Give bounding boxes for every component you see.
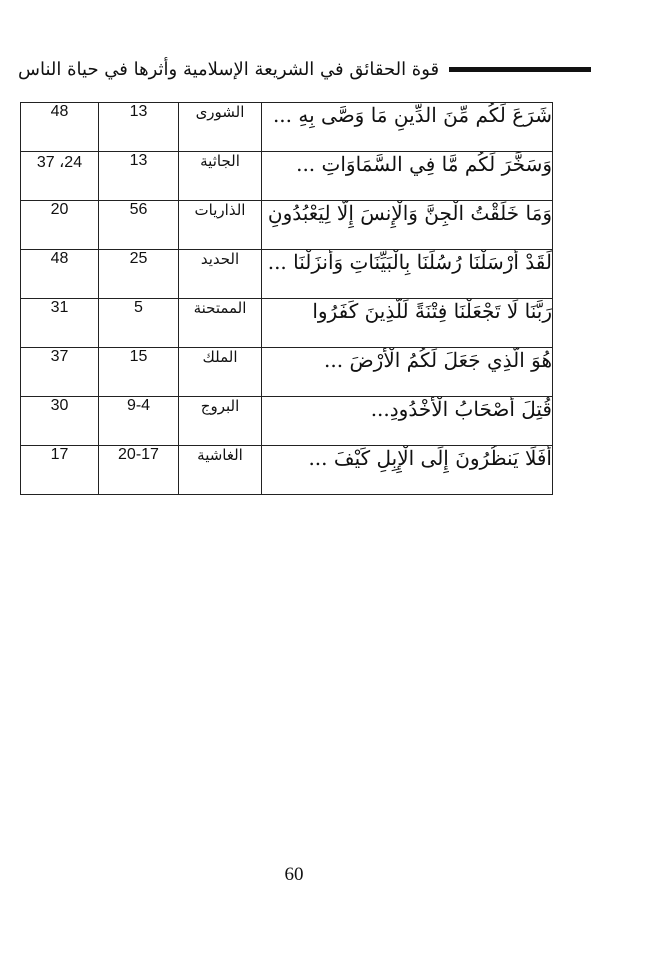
surah-name-cell: الحديد: [179, 250, 262, 299]
page-ref-cell: 20: [21, 201, 99, 250]
surah-name-cell: الشورى: [179, 103, 262, 152]
surah-name-cell: الملك: [179, 348, 262, 397]
page-ref-cell: 48: [21, 103, 99, 152]
verse-number-cell: 20-17: [99, 446, 179, 495]
table-row: [21, 299, 553, 348]
table-row: [21, 152, 553, 201]
page-ref-cell: 17: [21, 446, 99, 495]
page-ref-cell: 37 ،24: [21, 152, 99, 201]
surah-name-cell: الغاشية: [179, 446, 262, 495]
page-number: 60: [284, 864, 304, 885]
verse-number-cell: 15: [99, 348, 179, 397]
verse-text-cell: لَقَدْ أَرْسَلْنَا رُسُلَنَا بِالْبَيِّنَاتِ وَأَنزَلْنَا ...: [262, 250, 553, 299]
surah-name-cell: الذاريات: [179, 201, 262, 250]
page-ref-cell: 31: [21, 299, 99, 348]
header-rule: [449, 67, 591, 72]
page-header: [18, 52, 538, 86]
table-row: [21, 201, 553, 250]
verse-number-cell: 5: [99, 299, 179, 348]
page-ref-cell: 37: [21, 348, 99, 397]
verse-number-cell: 9-4: [99, 397, 179, 446]
surah-name-cell: الممتحنة: [179, 299, 262, 348]
table-row: [21, 397, 553, 446]
table-row: [21, 446, 553, 495]
verse-text-cell: أَفَلَا يَنظُرُونَ إِلَى الْإِبِلِ كَيْفَ ...: [262, 446, 553, 495]
page-ref-cell: 30: [21, 397, 99, 446]
verse-text-cell: شَرَعَ لَكُم مِّنَ الدِّينِ مَا وَصَّى بِهِ ...: [262, 103, 553, 152]
header-title: قوة الحقائق في الشريعة الإسلامية وأثرها في حياة الناس: [18, 58, 440, 80]
table-row: [21, 250, 553, 299]
verse-text-cell: رَبَّنَا لَا تَجْعَلْنَا فِتْنَةً لِّلَّذِينَ كَفَرُوا: [262, 299, 553, 348]
verse-text-cell: هُوَ الَّذِي جَعَلَ لَكُمُ الْأَرْضَ ...: [262, 348, 553, 397]
verse-number-cell: 13: [99, 103, 179, 152]
verse-number-cell: 13: [99, 152, 179, 201]
table-row: [21, 348, 553, 397]
surah-name-cell: الجاثية: [179, 152, 262, 201]
surah-name-cell: البروج: [179, 397, 262, 446]
verse-number-cell: 56: [99, 201, 179, 250]
verse-number-cell: 25: [99, 250, 179, 299]
table-row: [21, 103, 553, 152]
page-ref-cell: 48: [21, 250, 99, 299]
verse-text-cell: قُتِلَ أَصْحَابُ الْأُخْدُودِ...: [262, 397, 553, 446]
verse-index-table: [20, 102, 553, 495]
verse-text-cell: وَمَا خَلَقْتُ الْجِنَّ وَالْإِنسَ إِلَّا لِيَعْبُدُونِ: [262, 201, 553, 250]
verse-text-cell: وَسَخَّرَ لَكُم مَّا فِي السَّمَاوَاتِ ...: [262, 152, 553, 201]
